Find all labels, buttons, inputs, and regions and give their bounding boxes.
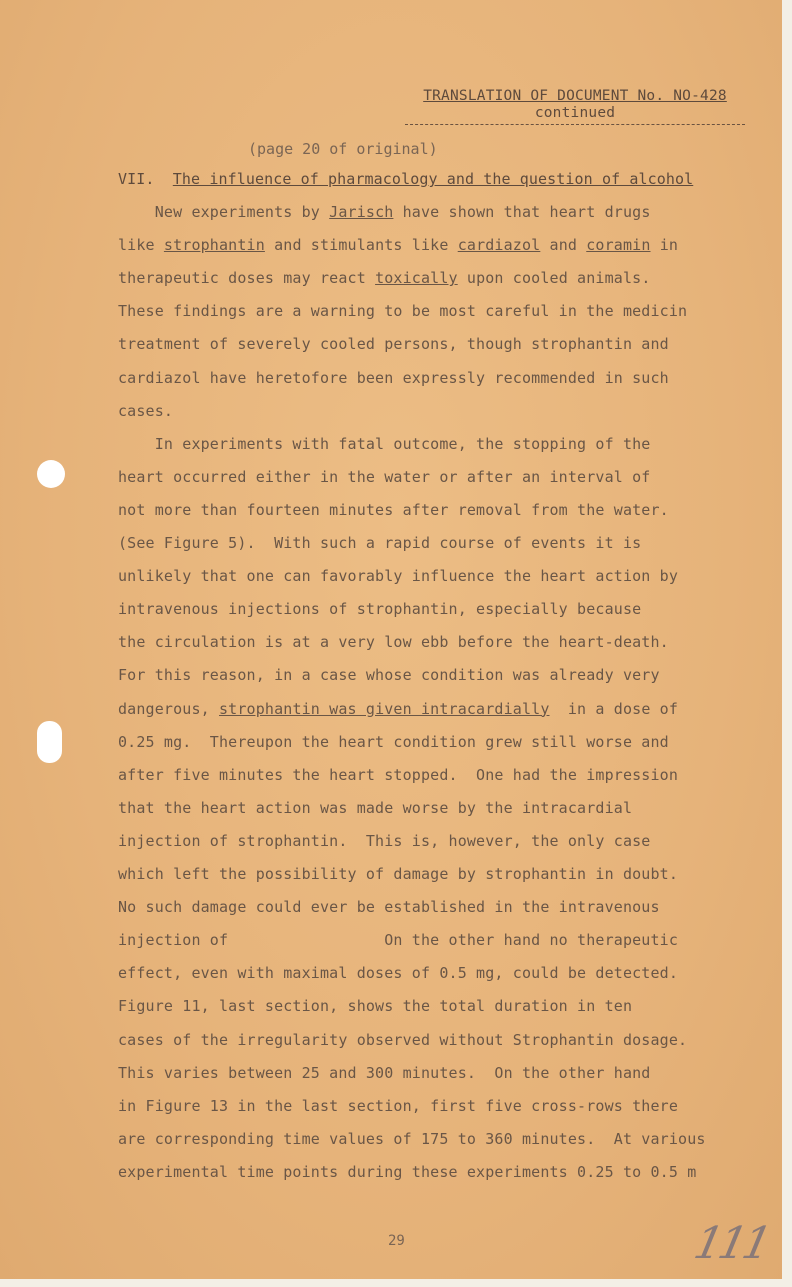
text-segment: injection of strophantin. This is, however, the only case [118, 831, 651, 850]
text-line [118, 865, 678, 883]
text-line [118, 435, 650, 453]
text-segment: treatment of severely cooled persons, though strophantin and [118, 335, 669, 354]
text-segment: cardiazol have heretofore been expressly recommended in such [118, 368, 669, 387]
text-segment: cases of the irregularity observed without Strophantin dosage. [118, 1030, 688, 1049]
text-line [118, 964, 678, 982]
text-segment: have shown that heart drugs [393, 203, 651, 221]
text-segment: dangerous, [118, 699, 219, 718]
scan-right-margin [782, 0, 792, 1287]
page-number: 29 [388, 1233, 405, 1249]
section-number: VII. [118, 170, 155, 188]
text-segment: therapeutic doses may react [118, 269, 376, 288]
text-segment: effect, even with maximal doses of 0.5 mg, could be detected. [118, 964, 679, 983]
text-segment: (See Figure 5). With such a rapid course of events it is [118, 534, 642, 552]
text-segment: New experiments by [118, 203, 330, 221]
text-line [118, 402, 173, 420]
text-line [118, 997, 632, 1015]
text-line [118, 832, 650, 850]
text-line [118, 501, 669, 519]
text-line [118, 1064, 650, 1082]
text-segment: that the heart action was made worse by the intracardial [118, 798, 633, 817]
text-line [118, 1163, 696, 1181]
text-segment: No such damage could ever be established in the intravenous [118, 898, 660, 917]
section-heading [118, 170, 693, 188]
text-segment: For this reason, in a case whose condition was already very [118, 666, 660, 685]
underlined-term: strophantin [163, 236, 265, 255]
text-segment: are corresponding time values of 175 to 360 minutes. At various [118, 1129, 706, 1148]
text-segment: like [118, 236, 164, 255]
text-segment: and [540, 236, 587, 255]
text-segment: In experiments with fatal outcome, the stopping of the [118, 434, 651, 453]
text-line [118, 799, 632, 817]
underlined-term: toxically [375, 269, 458, 288]
text-line [118, 567, 678, 585]
text-segment: in [650, 236, 679, 255]
underlined-term: cardiazol [457, 236, 541, 255]
underlined-term: Jarisch [329, 203, 394, 221]
text-line [118, 236, 678, 254]
text-line [118, 633, 669, 651]
text-segment: This varies between 25 and 300 minutes. On the other hand [118, 1063, 651, 1082]
text-segment: These findings are a warning to be most careful in the medicin [118, 302, 688, 321]
text-line [118, 700, 678, 718]
underlined-term: coramin [586, 236, 651, 255]
text-segment: after five minutes the heart stopped. One had the impression [118, 765, 679, 784]
text-segment: the circulation is at a very low ebb before the heart-death. [118, 633, 669, 652]
underlined-term: strophantin was given intracardially [219, 699, 550, 718]
text-line [118, 600, 641, 618]
original-page-reference: (page 20 of original) [248, 140, 438, 158]
text-line [118, 1130, 706, 1148]
text-segment: in Figure 13 in the last section, first five cross-rows there [118, 1096, 679, 1115]
text-segment: in a dose of [549, 699, 679, 718]
header-title: TRANSLATION OF DOCUMENT No. NO-428 [423, 88, 727, 104]
scan-bottom-margin [0, 1279, 792, 1287]
section-title: The influence of pharmacology and the question of alcohol [172, 170, 694, 188]
text-segment: cases. [118, 401, 174, 420]
text-line [118, 733, 669, 751]
punch-hole [37, 460, 65, 488]
text-line [118, 269, 651, 287]
text-line [118, 931, 678, 949]
text-segment: unlikely that one can favorably influence the heart action by [118, 567, 679, 586]
text-segment: 0.25 mg. Thereupon the heart condition grew still worse and [118, 732, 669, 751]
text-segment: injection of On the other hand no therapeutic [118, 931, 679, 950]
text-segment: not more than fourteen minutes after removal from the water. [118, 500, 669, 519]
text-line [118, 666, 660, 684]
text-line [118, 534, 641, 552]
text-line [118, 1097, 678, 1115]
text-segment: experimental time points during these experiments 0.25 to 0.5 m [118, 1162, 697, 1181]
text-line [118, 1031, 687, 1049]
text-segment: intravenous injections of strophantin, especially because [118, 600, 642, 619]
text-line [118, 898, 660, 916]
text-line [118, 369, 669, 387]
text-line [118, 468, 650, 486]
text-segment: heart occurred either in the water or after an interval of [118, 467, 651, 486]
text-segment: and stimulants like [264, 236, 458, 255]
header-subtitle: continued [405, 105, 745, 125]
document-header [405, 88, 745, 125]
text-line [118, 203, 651, 221]
text-segment: which left the possibility of damage by strophantin in doubt. [118, 865, 679, 883]
handwritten-page-stamp: 111 [689, 1218, 773, 1269]
text-segment: Figure 11, last section, shows the total duration in ten [118, 997, 633, 1016]
text-line [118, 335, 669, 353]
punch-hole [37, 721, 62, 763]
text-line [118, 302, 687, 320]
text-segment: upon cooled animals. [457, 269, 651, 288]
text-line [118, 766, 678, 784]
